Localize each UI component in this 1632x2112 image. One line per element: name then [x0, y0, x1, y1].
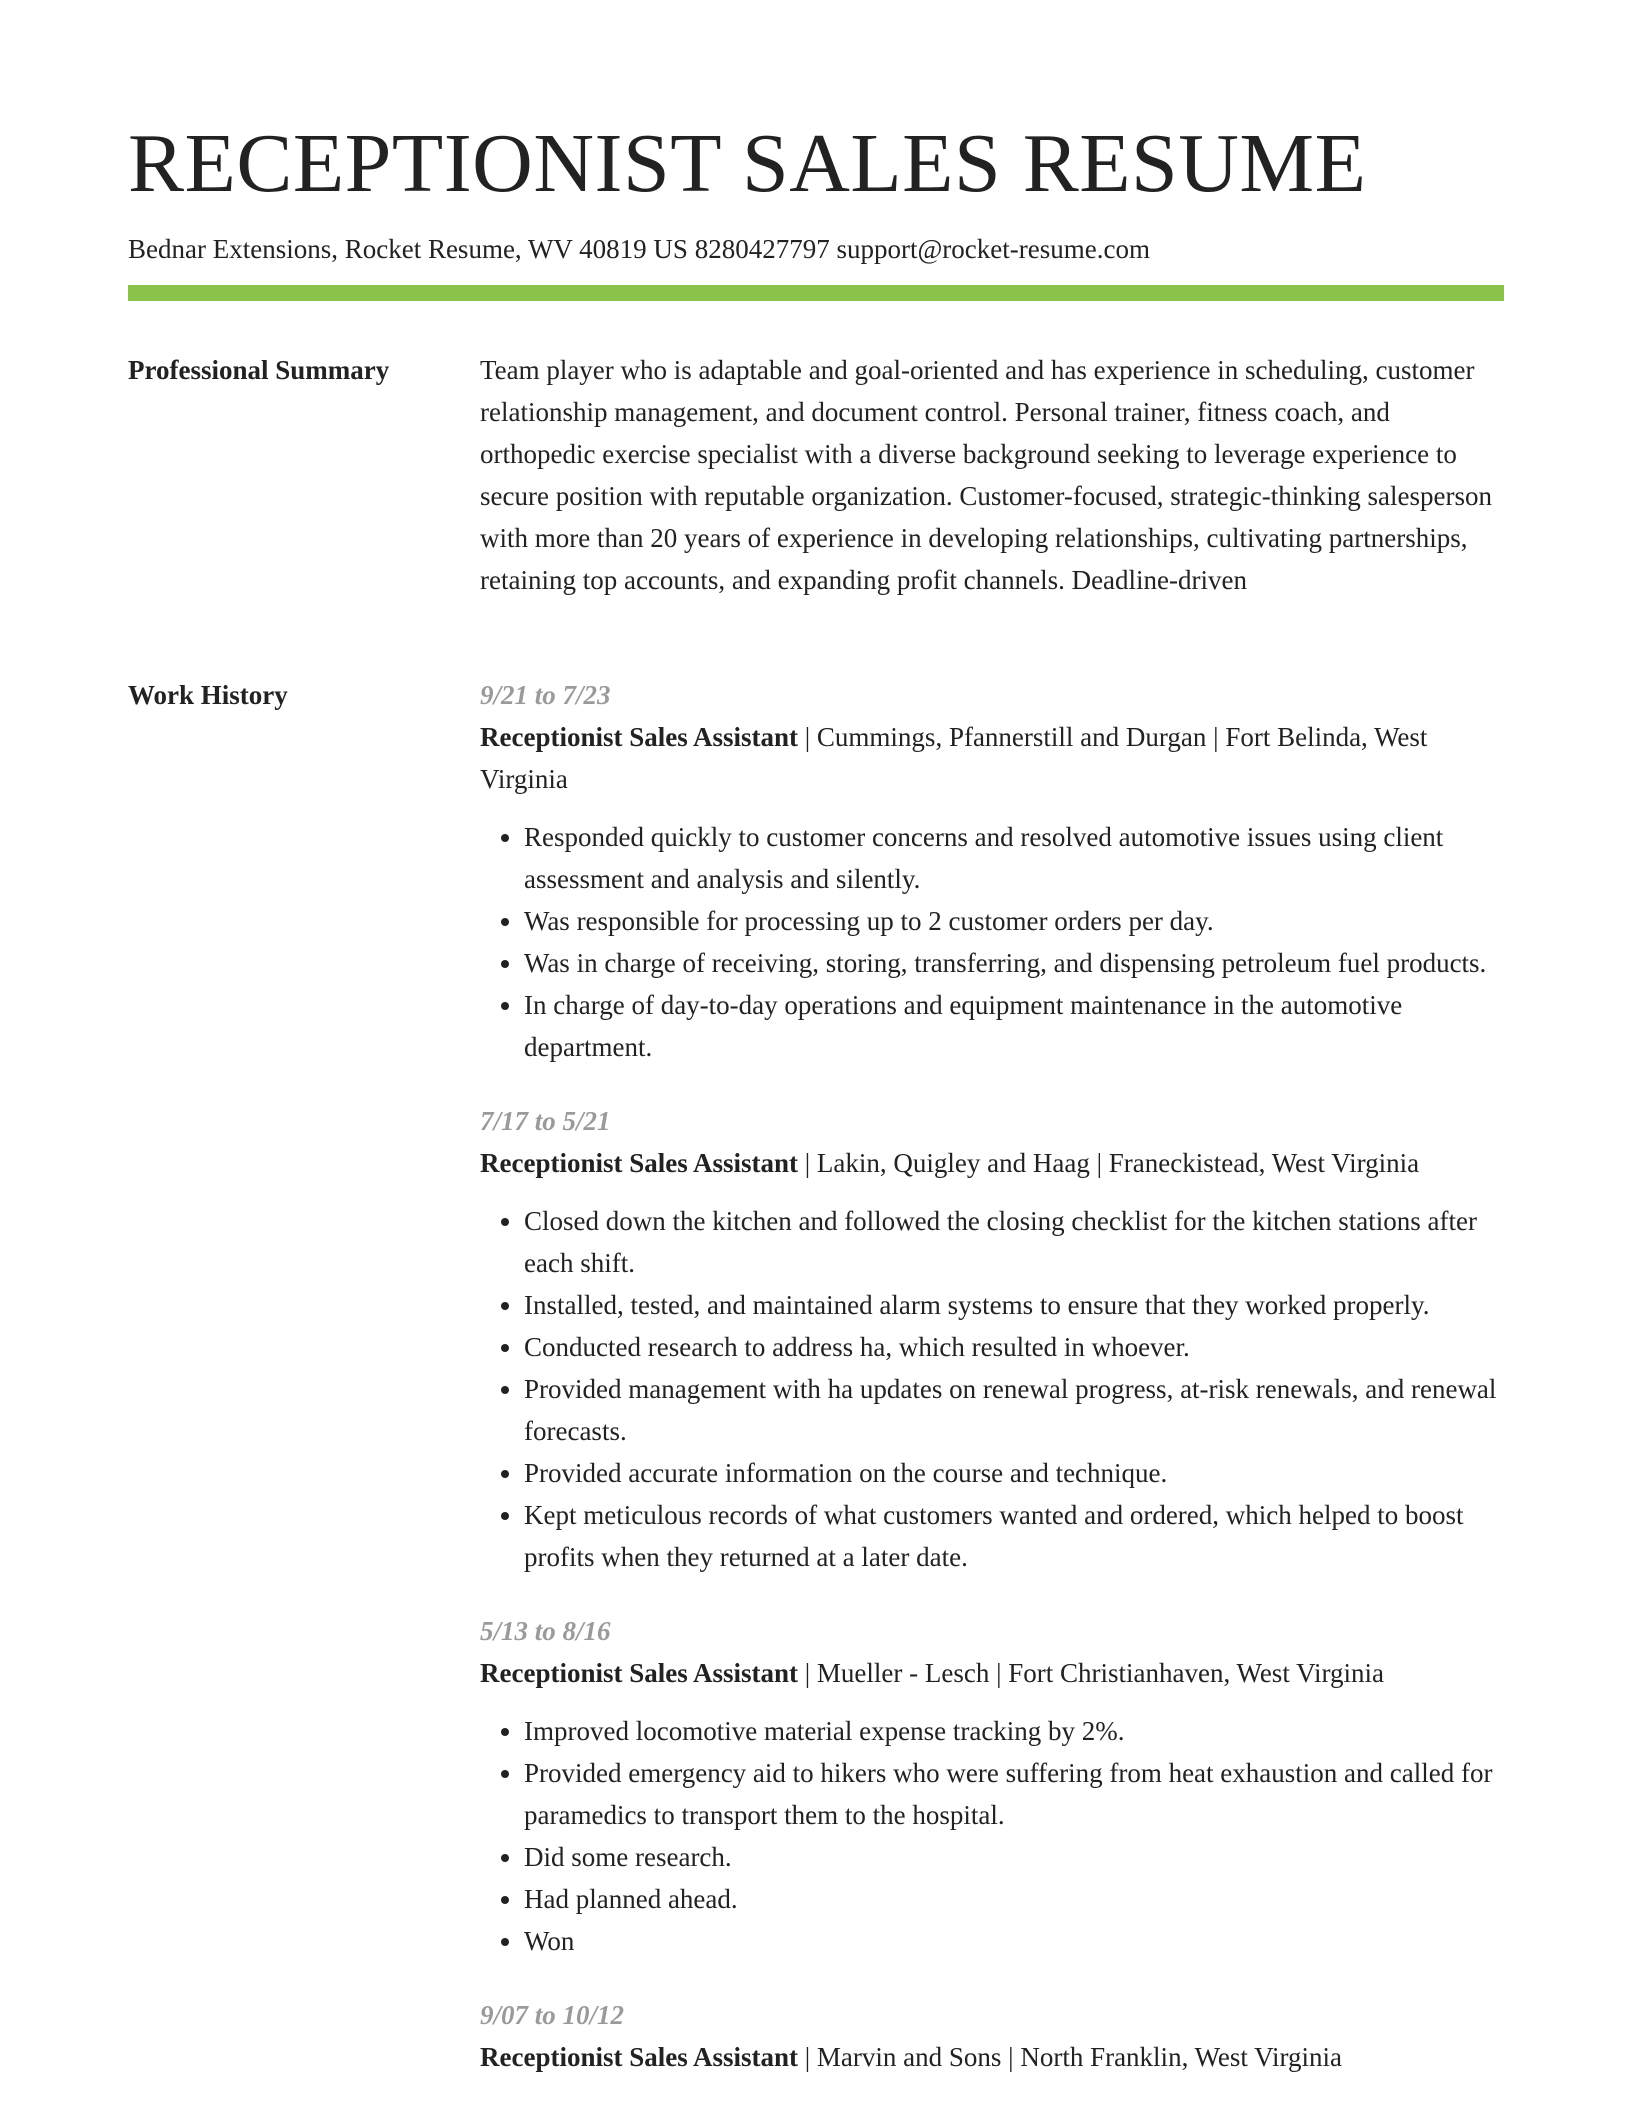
resume-title: RECEPTIONIST SALES RESUME: [128, 117, 1367, 210]
list-item: • Improved locomotive material expense tracking by 2%.: [524, 1710, 1504, 1752]
job-company: Cummings, Pfannerstill and Durgan: [816, 722, 1207, 752]
job-separator: |: [1001, 2042, 1021, 2072]
job-heading: [480, 1142, 1504, 1184]
job-title: Receptionist Sales Assistant: [480, 2042, 799, 2072]
list-item: • Did some research.: [524, 1836, 1504, 1878]
section-label-professional-summary: Professional Summary: [128, 355, 390, 385]
job-location: Fort Belinda, West Virginia: [480, 722, 1428, 794]
professional-summary-text: Team player who is adaptable and goal-oriented and has experience in scheduling, customer relationship management, and document control. Personal trainer, fitness coach, and orthopedic exercise specialist with a diverse background seeking to leverage experience to secure position with reputable organization. Customer-focused, strategic-thinking salesperson with more than 20 years of experience in developing relationships, cultivating partnerships, retaining top accounts, and expanding profit channels. Deadline-driven: [480, 355, 1492, 595]
list-item: • In charge of day-to-day operations and equipment maintenance in the automotive department.: [524, 984, 1504, 1068]
job-title: Receptionist Sales Assistant: [480, 722, 799, 752]
job-separator: |: [798, 1148, 817, 1178]
job-dates: 5/13 to 8/16: [480, 1616, 611, 1646]
header-divider: [128, 285, 1504, 301]
list-item: • Conducted research to address ha, which resulted in whoever.: [524, 1326, 1504, 1368]
job-heading: [480, 716, 1504, 800]
list-item: • Installed, tested, and maintained alarm systems to ensure that they worked properly.: [524, 1284, 1504, 1326]
job-dates: 9/21 to 7/23: [480, 680, 611, 710]
work-history-entry: [480, 1994, 1504, 2078]
job-company: Marvin and Sons: [816, 2042, 1002, 2072]
job-location: North Franklin, West Virginia: [1020, 2042, 1343, 2072]
job-separator: |: [798, 1658, 817, 1688]
job-responsibilities-list: [480, 1710, 1504, 1962]
professional-summary-body: [480, 349, 1504, 601]
list-item: • Kept meticulous records of what customers wanted and ordered, which helped to boost profits when they returned at a later date.: [524, 1494, 1504, 1578]
work-history-entry: [480, 674, 1504, 1068]
job-separator: |: [1206, 722, 1226, 752]
job-separator: |: [798, 722, 817, 752]
job-dates: 7/17 to 5/21: [480, 1106, 611, 1136]
job-responsibilities-list: [480, 816, 1504, 1068]
work-history-entry: [480, 1610, 1504, 1962]
list-item: • Responded quickly to customer concerns and resolved automotive issues using client assessment and analysis and silently.: [524, 816, 1504, 900]
job-separator: |: [989, 1658, 1009, 1688]
work-history-list: [480, 674, 1504, 2110]
job-location: Fort Christianhaven, West Virginia: [1008, 1658, 1384, 1688]
list-item: • Was in charge of receiving, storing, transferring, and dispensing petroleum fuel products.: [524, 942, 1504, 984]
list-item: • Won: [524, 1920, 1504, 1962]
job-separator: |: [798, 2042, 817, 2072]
job-dates: 9/07 to 10/12: [480, 2000, 625, 2030]
list-item: • Provided accurate information on the course and technique.: [524, 1452, 1504, 1494]
list-item: • Was responsible for processing up to 2 customer orders per day.: [524, 900, 1504, 942]
list-item: • Closed down the kitchen and followed the closing checklist for the kitchen stations after each shift.: [524, 1200, 1504, 1284]
contact-line: Bednar Extensions, Rocket Resume, WV 40819 US 8280427797 support@rocket-resume.com: [128, 234, 1150, 264]
job-separator: |: [1089, 1148, 1109, 1178]
job-location: Franeckistead, West Virginia: [1108, 1148, 1420, 1178]
job-company: Mueller - Lesch: [816, 1658, 990, 1688]
list-item: • Provided management with ha updates on renewal progress, at-risk renewals, and renewal forecasts.: [524, 1368, 1504, 1452]
list-item: • Provided emergency aid to hikers who were suffering from heat exhaustion and called for paramedics to transport them to the hospital.: [524, 1752, 1504, 1836]
job-title: Receptionist Sales Assistant: [480, 1148, 799, 1178]
list-item: • Had planned ahead.: [524, 1878, 1504, 1920]
job-title: Receptionist Sales Assistant: [480, 1658, 799, 1688]
job-heading: [480, 1652, 1504, 1694]
job-heading: [480, 2036, 1504, 2078]
job-company: Lakin, Quigley and Haag: [816, 1148, 1090, 1178]
work-history-entry: [480, 1100, 1504, 1578]
job-responsibilities-list: [480, 1200, 1504, 1578]
section-label-work-history: Work History: [128, 680, 288, 710]
